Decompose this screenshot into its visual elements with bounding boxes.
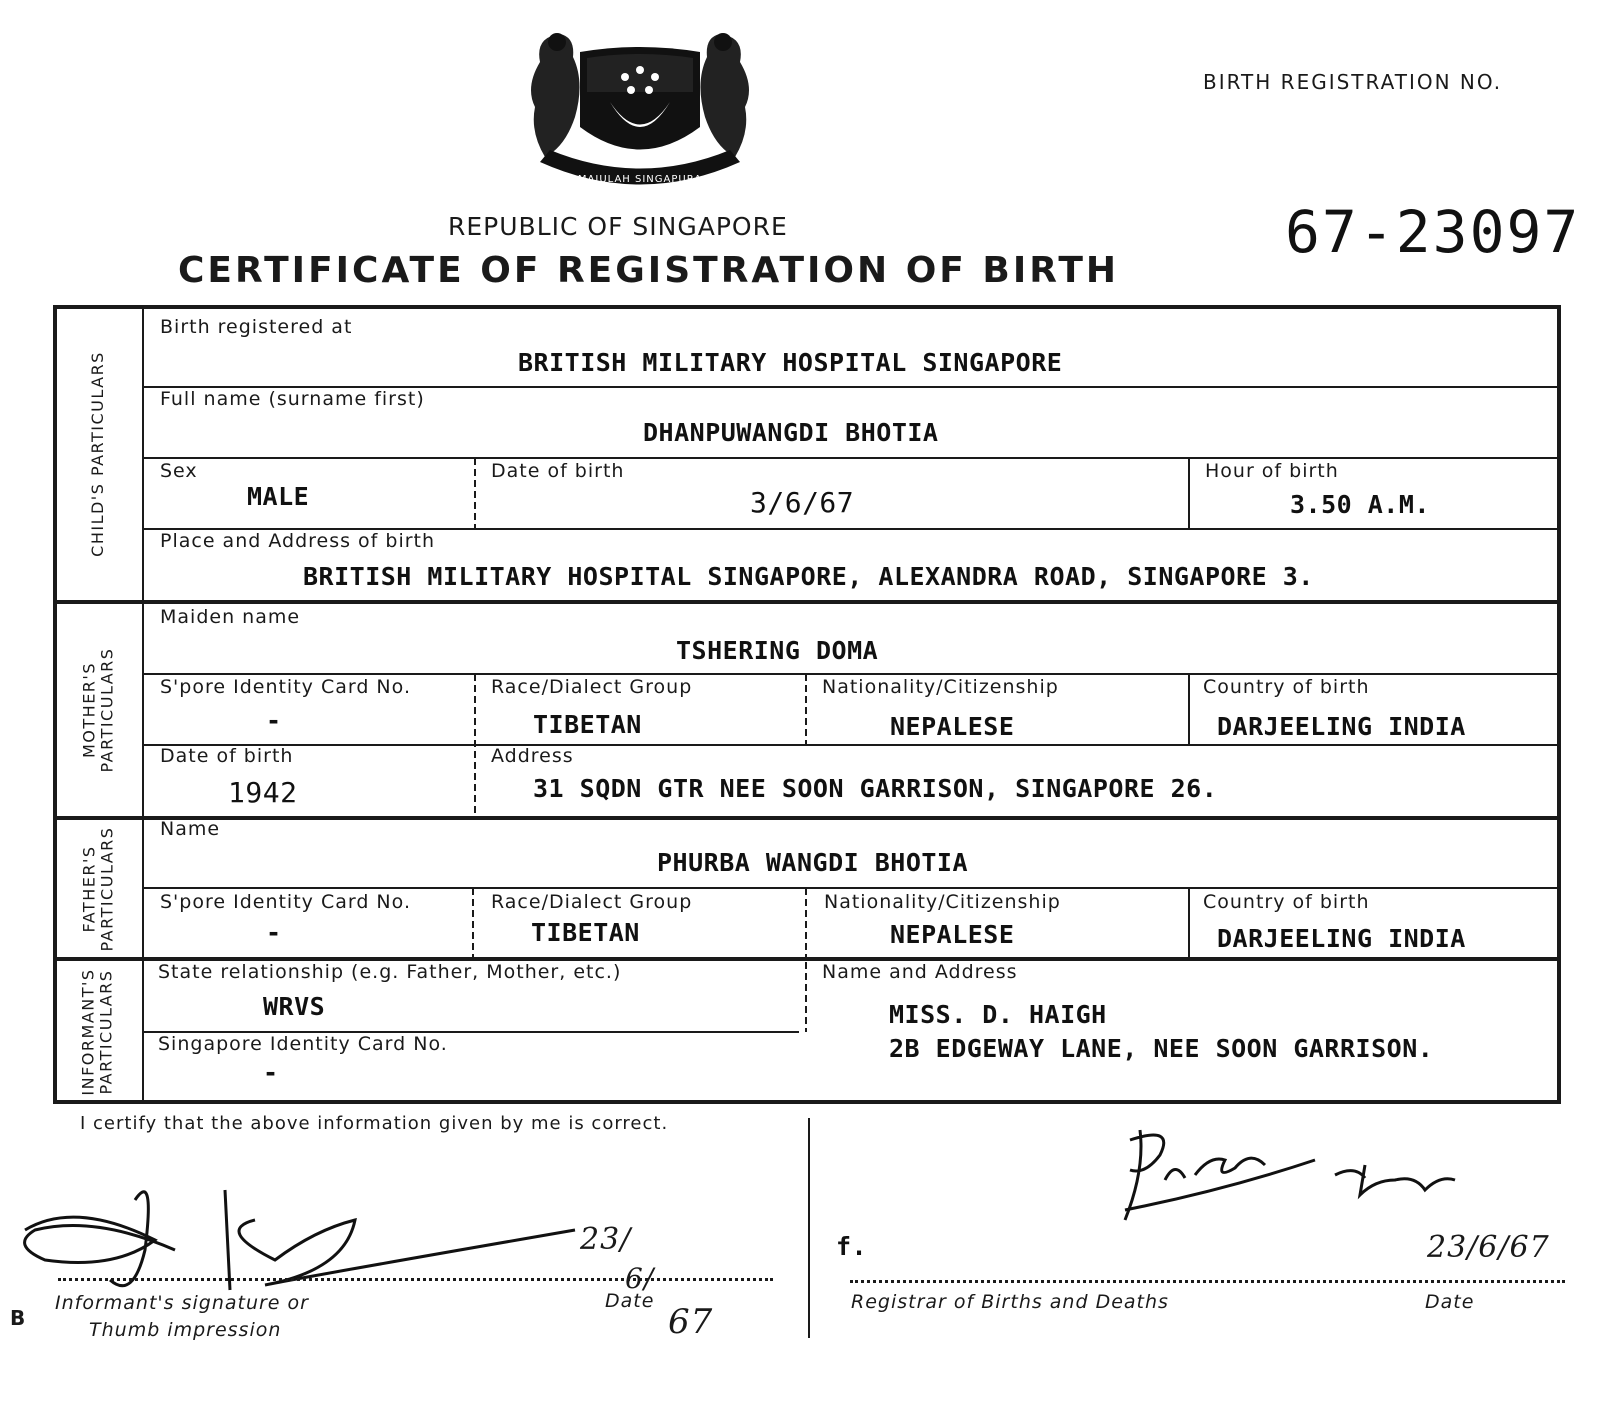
registrar-signature-line bbox=[850, 1280, 1565, 1283]
full-name-value: DHANPUWANGDI BHOTIA bbox=[643, 418, 939, 447]
informant-signature-label bbox=[55, 1290, 309, 1344]
col-line bbox=[474, 458, 476, 528]
col-line bbox=[805, 674, 807, 744]
informant-relationship-label: State relationship (e.g. Father, Mother, etc.) bbox=[158, 961, 622, 983]
mothers-particulars-label: MOTHER'S PARTICULARS bbox=[79, 647, 116, 773]
mother-nationality-label: Nationality/Citizenship bbox=[822, 676, 1059, 698]
informant-date-label: Date bbox=[605, 1290, 655, 1312]
informants-particulars-label: INFORMANT'S PARTICULARS bbox=[79, 967, 116, 1096]
place-of-birth-value: BRITISH MILITARY HOSPITAL SINGAPORE, ALEXANDRA ROAD, SINGAPORE 3. bbox=[303, 562, 1314, 591]
father-nationality-value: NEPALESE bbox=[890, 920, 1015, 949]
col-line bbox=[805, 888, 807, 957]
informant-ic-value: - bbox=[263, 1058, 279, 1087]
registrar-date-label: Date bbox=[1425, 1291, 1475, 1313]
form-letter: B bbox=[10, 1306, 27, 1330]
fathers-particulars-label: FATHER'S PARTICULARS bbox=[79, 826, 116, 951]
mother-address-label: Address bbox=[491, 745, 574, 767]
informant-date-1: 23/ bbox=[580, 1222, 632, 1257]
hour-of-birth-label: Hour of birth bbox=[1205, 460, 1339, 482]
row-line bbox=[142, 887, 1561, 889]
row-line bbox=[142, 744, 1561, 746]
mother-race-label: Race/Dialect Group bbox=[491, 676, 693, 698]
mother-country-value: DARJEELING INDIA bbox=[1217, 712, 1466, 741]
informant-ic-label: Singapore Identity Card No. bbox=[158, 1033, 448, 1055]
divider-mother bbox=[53, 600, 1561, 604]
col-line bbox=[1188, 888, 1190, 957]
footer-divider bbox=[808, 1118, 810, 1338]
row-line bbox=[142, 673, 1561, 675]
crest-motto: MAJULAH SINGAPURA bbox=[577, 174, 703, 185]
mother-race-value: TIBETAN bbox=[533, 710, 642, 739]
registrar-label: Registrar of Births and Deaths bbox=[851, 1291, 1169, 1313]
informant-date-3: 67 bbox=[668, 1302, 714, 1342]
singapore-crest-icon bbox=[525, 22, 755, 207]
father-name-label: Name bbox=[160, 818, 221, 840]
father-race-value: TIBETAN bbox=[531, 918, 640, 947]
side-column-divider bbox=[142, 305, 144, 1104]
col-line bbox=[472, 888, 474, 957]
republic-heading: REPUBLIC OF SINGAPORE bbox=[448, 212, 788, 241]
date-of-birth-value: 3/6/67 bbox=[750, 486, 855, 519]
mother-maiden-name-value: TSHERING DOMA bbox=[676, 636, 879, 665]
col-line bbox=[1188, 674, 1190, 744]
father-name-value: PHURBA WANGDI BHOTIA bbox=[657, 848, 969, 877]
informant-address-value: 2B EDGEWAY LANE, NEE SOON GARRISON. bbox=[889, 1034, 1434, 1063]
row-line bbox=[142, 457, 1561, 459]
certificate-title: CERTIFICATE OF REGISTRATION OF BIRTH bbox=[178, 250, 1120, 291]
birth-registered-at-label: Birth registered at bbox=[160, 316, 353, 338]
informant-relationship-value: WRVS bbox=[263, 992, 326, 1021]
mother-nationality-value: NEPALESE bbox=[890, 712, 1015, 741]
col-line bbox=[1188, 458, 1190, 528]
father-ic-value: - bbox=[266, 918, 282, 947]
birth-registered-at-value: BRITISH MILITARY HOSPITAL SINGAPORE bbox=[518, 348, 1063, 377]
mother-country-label: Country of birth bbox=[1203, 676, 1370, 698]
reg-no-value: 67-23097 bbox=[1285, 198, 1581, 266]
informant-signature-label-2: Thumb impression bbox=[89, 1319, 282, 1341]
sex-label: Sex bbox=[160, 460, 198, 482]
informant-name-address-label: Name and Address bbox=[822, 961, 1018, 983]
father-country-label: Country of birth bbox=[1203, 891, 1370, 913]
informant-signature-label-1: Informant's signature or bbox=[55, 1292, 309, 1314]
mother-dob-value: 1942 bbox=[228, 776, 298, 809]
father-nationality-label: Nationality/Citizenship bbox=[824, 891, 1061, 913]
father-ic-label: S'pore Identity Card No. bbox=[160, 891, 411, 913]
date-of-birth-label: Date of birth bbox=[491, 460, 625, 482]
full-name-label: Full name (surname first) bbox=[160, 388, 425, 410]
hour-of-birth-value: 3.50 A.M. bbox=[1290, 490, 1430, 519]
mother-ic-label: S'pore Identity Card No. bbox=[160, 676, 411, 698]
col-line bbox=[805, 962, 807, 1032]
childs-particulars-label: CHILD'S PARTICULARS bbox=[88, 351, 108, 557]
certify-statement: I certify that the above information given by me is correct. bbox=[80, 1113, 669, 1134]
mother-address-value: 31 SQDN GTR NEE SOON GARRISON, SINGAPORE 26. bbox=[533, 774, 1218, 803]
informant-name-value: MISS. D. HAIGH bbox=[889, 1000, 1107, 1029]
informant-date-2: 6/ bbox=[625, 1262, 655, 1295]
f-mark: f. bbox=[836, 1232, 868, 1261]
mother-dob-label: Date of birth bbox=[160, 745, 294, 767]
reg-no-label: BIRTH REGISTRATION NO. bbox=[1203, 70, 1503, 94]
mother-ic-value: - bbox=[266, 706, 282, 735]
mother-maiden-name-label: Maiden name bbox=[160, 606, 301, 628]
divider-father bbox=[53, 816, 1561, 820]
col-line bbox=[474, 674, 476, 816]
informant-signature-line bbox=[58, 1278, 773, 1281]
father-country-value: DARJEELING INDIA bbox=[1217, 924, 1466, 953]
sex-value: MALE bbox=[247, 482, 310, 511]
place-of-birth-label: Place and Address of birth bbox=[160, 530, 436, 552]
registrar-signature-icon bbox=[1115, 1120, 1495, 1230]
father-race-label: Race/Dialect Group bbox=[491, 891, 693, 913]
registrar-date-value: 23/6/67 bbox=[1427, 1230, 1550, 1265]
